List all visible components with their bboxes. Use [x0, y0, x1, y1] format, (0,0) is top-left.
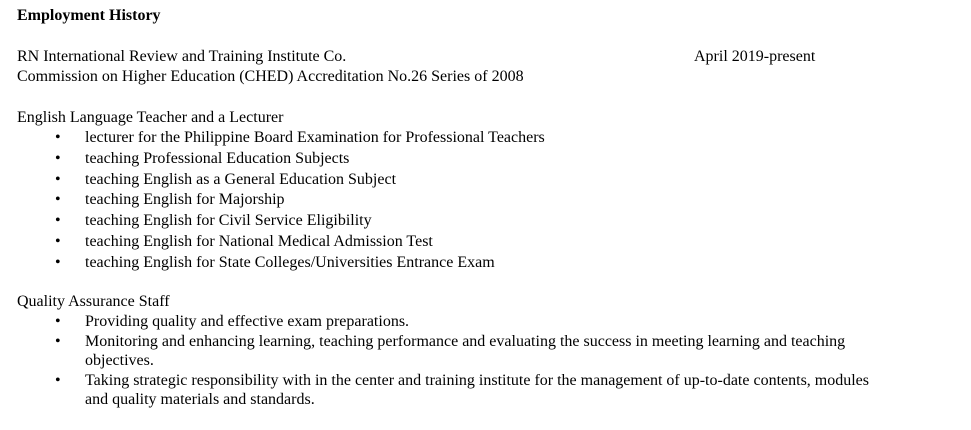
employer-row — [17, 47, 917, 67]
employer-name: RN International Review and Training Institute Co. — [17, 48, 347, 65]
list-item — [17, 332, 875, 370]
duty-text: lecturer for the Philippine Board Examination for Professional Teachers — [85, 129, 545, 146]
list-item — [17, 211, 875, 232]
duty-text: Providing quality and effective exam preparations. — [85, 312, 410, 330]
bullet-icon: • — [55, 149, 61, 167]
duty-text: teaching English for State Colleges/Universities Entrance Exam — [85, 253, 495, 271]
role-title-teacher: English Language Teacher and a Lecturer — [17, 109, 284, 126]
list-item — [17, 371, 875, 409]
list-item — [17, 128, 875, 149]
list-item — [17, 190, 875, 211]
bullet-icon: • — [55, 170, 61, 188]
section-heading: Employment History — [17, 7, 161, 24]
bullet-icon: • — [55, 332, 61, 350]
duties-list-teacher — [17, 128, 917, 274]
duty-text: teaching Professional Education Subjects — [85, 149, 350, 167]
duty-text: Taking strategic responsibility with in the center and training institute for the management of up-to-date contents, modules and quality materials and standards. — [85, 371, 870, 408]
bullet-icon: • — [55, 129, 61, 146]
duty-text: teaching English for National Medical Admission Test — [85, 232, 433, 250]
bullet-icon: • — [55, 191, 61, 209]
employment-history-section — [17, 6, 917, 409]
list-item — [17, 170, 875, 191]
duty-text: teaching English for Civil Service Eligibility — [85, 212, 372, 230]
duty-text: teaching English as a General Education Subject — [85, 170, 397, 188]
list-item — [17, 149, 875, 170]
employment-dates: April 2019-present — [694, 48, 816, 65]
list-item — [17, 253, 875, 274]
spacer — [17, 274, 917, 292]
employer-accreditation: Commission on Higher Education (CHED) Accreditation No.26 Series of 2008 — [17, 68, 524, 85]
list-item — [17, 232, 875, 253]
bullet-icon: • — [55, 312, 61, 330]
bullet-icon: • — [55, 232, 61, 250]
bullet-icon: • — [55, 212, 61, 230]
role-title-quality-assurance: Quality Assurance Staff — [17, 292, 170, 310]
bullet-icon: • — [55, 253, 61, 271]
bullet-icon: • — [55, 371, 61, 389]
duty-text: teaching English for Majorship — [85, 191, 285, 209]
list-item — [17, 312, 875, 331]
duties-list-quality-assurance — [17, 312, 917, 409]
duty-text: Monitoring and enhancing learning, teaching performance and evaluating the success in meeting learning and teaching objectives. — [85, 332, 846, 369]
